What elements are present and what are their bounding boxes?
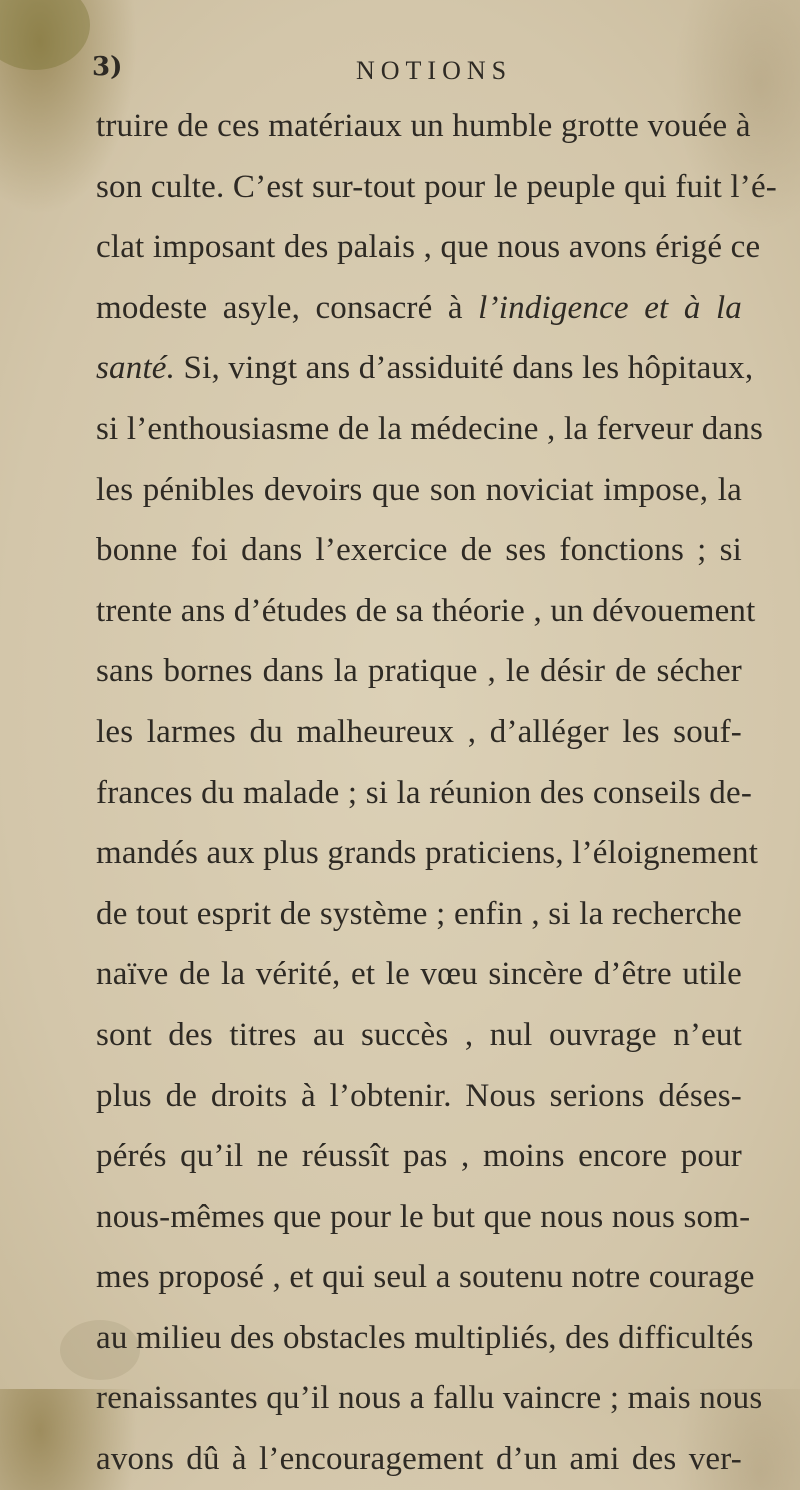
text-line-11: les larmes du malheureux , d’alléger les souf- [96,713,742,750]
text-line-14: de tout esprit de système ; enfin , si la recherche [96,895,742,932]
page-header [0,52,800,92]
text-line-17: plus de droits à l’obtenir. Nous serions déses- [96,1077,742,1114]
text-line-3: clat imposant des palais , que nous avons érigé ce [96,229,761,266]
text-line-12: frances du malade ; si la réunion des conseils de- [96,774,753,811]
text-line-22: renaissantes qu’il nous a fallu vaincre ; mais nous [96,1380,763,1417]
text-line-5-italic: santé. [96,350,176,387]
text-line-4-italic-tail: et à la [644,289,743,326]
page-number: 3) [92,52,123,82]
text-line-19: nous-mêmes que pour le but que nous nous som- [96,1198,751,1235]
text-line-16: sont des titres au succès , nul ouvrage n’eut [96,1016,742,1053]
text-line-23: avons dû à l’encouragement d’un ami des ver- [96,1441,742,1478]
text-line-4-roman: modeste asyle, consacré à [96,289,479,326]
text-line-10: sans bornes dans la pratique , le désir de sécher [96,653,742,690]
text-line-8: bonne foi dans l’exercice de ses fonctions ; si [96,532,742,569]
text-line-4-italic: l’indigence [478,289,629,326]
text-line-4 [96,278,742,339]
text-line-13: mandés aux plus grands praticiens, l’éloignement [96,835,759,872]
text-line-1: truire de ces matériaux un humble grotte vouée à [96,108,751,144]
text-line-15: naïve de la vérité, et le vœu sincère d’être utile [96,956,742,993]
text-line-21: au milieu des obstacles multipliés, des difficultés [96,1319,754,1356]
text-line-6: si l’enthousiasme de la médecine , la ferveur dans [96,410,764,447]
text-line-2: son culte. C’est sur-tout pour le peuple qui fuit l’é- [96,168,777,205]
text-line-7: les pénibles devoirs que son noviciat impose, la [96,471,742,508]
text-line-5-roman: Si, vingt ans d’assiduité dans les hôpitaux, [175,350,754,387]
text-line-18: pérés qu’il ne réussît pas , moins encore pour [96,1138,742,1175]
running-head: NOTIONS [356,56,513,85]
text-line-20: mes proposé , et qui seul a soutenu notre courage [96,1259,755,1296]
body-text [96,96,777,1490]
text-line-5 [96,338,754,399]
text-line-9: trente ans d’études de sa théorie , un dévouement [96,592,756,629]
